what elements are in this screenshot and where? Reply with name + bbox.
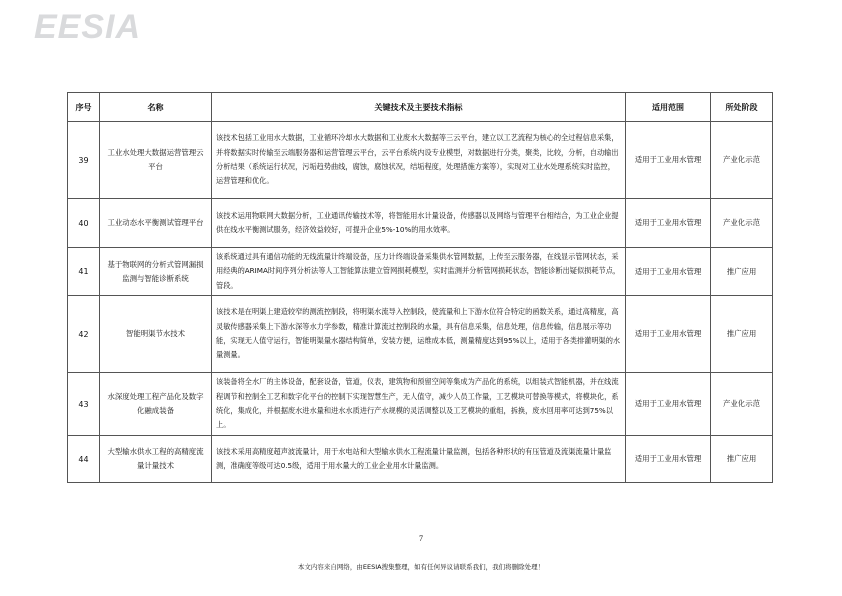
row-scope: 适用于工业用水管理 <box>626 248 711 296</box>
header-no: 序号 <box>68 93 100 122</box>
row-name: 大型输水供水工程的高精度流量计量技术 <box>100 436 212 483</box>
row-number: 42 <box>68 296 100 373</box>
row-number: 40 <box>68 199 100 248</box>
row-name: 水深度处理工程产品化及数字化融成装备 <box>100 373 212 436</box>
row-description: 该装备将全水厂的主体设备，配套设备，管道，仪表，建筑物和预留空间等集成为产品化的系统，以组装式智能机器，并在线流程调节和控制全工艺和数字化平台的控制下实现智慧生产，无人值守，减少人员工作量，工艺模块可替换等模式，将模块化，系统化，集成化，并根据废水进水量和进水水质进行产水规模的灵活调整以及工艺模块的重组，拆换，废水回用率可达到75%以上。 <box>212 373 626 436</box>
technology-table <box>67 92 773 483</box>
footer-notice: 本文内容来自网络，由EESIA搜集整理，如有任何异议请联系我们，我们将删除处理！ <box>297 563 545 571</box>
row-scope: 适用于工业用水管理 <box>626 296 711 373</box>
row-stage: 产业化示范 <box>711 373 773 436</box>
row-stage: 推广应用 <box>711 248 773 296</box>
table-row <box>68 296 773 373</box>
row-stage: 推广应用 <box>711 296 773 373</box>
row-scope: 适用于工业用水管理 <box>626 122 711 199</box>
row-description: 该系统通过具有通信功能的无线流量计终端设备，压力计终端设备采集供水管网数据，上传至云服务器，在线显示管网状态，采用经典的ARIMA时间序列分析法等人工智能算法建立管网损耗模型，实时监测并分析管网损耗状态，智能诊断出疑似损耗节点，管段。 <box>212 248 626 296</box>
row-scope: 适用于工业用水管理 <box>626 373 711 436</box>
row-name: 基于物联网的分析式管网漏损监测与智能诊断系统 <box>100 248 212 296</box>
page-number: 7 <box>419 534 423 543</box>
eesia-logo: EESIA <box>34 8 142 46</box>
row-stage: 产业化示范 <box>711 122 773 199</box>
table-row <box>68 248 773 296</box>
table-row <box>68 373 773 436</box>
row-name: 工业水处理大数据运营管理云平台 <box>100 122 212 199</box>
row-number: 41 <box>68 248 100 296</box>
row-stage: 产业化示范 <box>711 199 773 248</box>
table-row <box>68 122 773 199</box>
table-row <box>68 436 773 483</box>
row-description: 该技术运用物联网大数据分析，工业通讯传输技术等，将智能用水计量设备，传感器以及网络与管理平台相结合，为工业企业提供在线水平衡测试服务，经济效益较好，可提升企业5%-10%的用水效率。 <box>212 199 626 248</box>
header-stage: 所处阶段 <box>711 93 773 122</box>
row-description: 该技术是在明渠上建造较窄的测流控制段，将明渠水流导入控制段，使流量和上下游水位符合特定的函数关系，通过高精度，高灵敏传感器采集上下游水深等水力学参数，精准计算流过控制段的水量，具有信息采集，信息处理，信息传输，信息展示等功能，实现无人值守运行，智能明渠量水器结构简单，安装方便，运维成本低，测量精度达到95%以上，适用于各类排灌明渠的水量测量。 <box>212 296 626 373</box>
header-scope: 适用范围 <box>626 93 711 122</box>
row-description: 该技术采用高精度超声波流量计，用于水电站和大型输水供水工程流量计量监测，包括各种形状的有压管道及流渠流量计量监测，准确度等级可达0.5级，适用于用水量大的工业企业用水计量监测。 <box>212 436 626 483</box>
row-scope: 适用于工业用水管理 <box>626 436 711 483</box>
header-name: 名称 <box>100 93 212 122</box>
row-name: 工业动态水平衡测试管理平台 <box>100 199 212 248</box>
header-key-tech: 关键技术及主要技术指标 <box>212 93 626 122</box>
row-scope: 适用于工业用水管理 <box>626 199 711 248</box>
row-description: 该技术包括工业用水大数据，工业循环冷却水大数据和工业废水大数据等三云平台，建立以工艺流程为核心的全过程信息采集，并将数据实时传输至云端服务器和运营管理云平台，云平台系统内设专业模型，对数据进行分类，聚类，比较，分析，自动输出分析结果（系统运行状况，污垢趋势曲线，腐蚀，腐蚀状况，结垢程度，处理措施方案等），实现对工业水处理系统实时监控，运营管理和优化。 <box>212 122 626 199</box>
table-header-row <box>68 93 773 122</box>
row-number: 44 <box>68 436 100 483</box>
row-number: 39 <box>68 122 100 199</box>
row-stage: 推广应用 <box>711 436 773 483</box>
row-name: 智能明渠节水技术 <box>100 296 212 373</box>
row-number: 43 <box>68 373 100 436</box>
table-row <box>68 199 773 248</box>
